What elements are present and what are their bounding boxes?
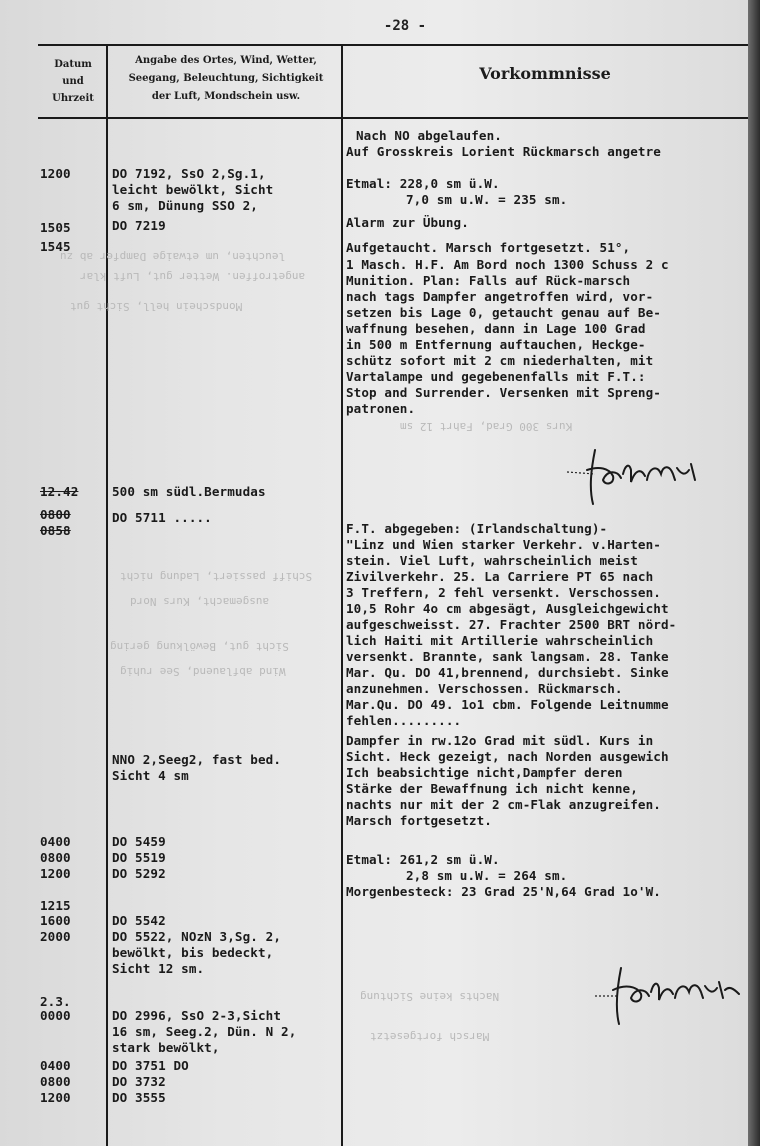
event-line: 3 Treffern, 2 fehl versenkt. Verschossen. — [346, 585, 661, 600]
event-line: Etmal: 228,0 sm ü.W. — [346, 176, 500, 191]
page-number: -28 - — [383, 18, 427, 34]
time-entry: 2000 — [40, 929, 71, 944]
bleed-through-text: Sicht gut, Bewölkung gering — [110, 640, 289, 653]
position-entry: leicht bewölkt, Sicht — [112, 182, 274, 197]
time-entry: 1200 — [40, 166, 71, 181]
signature-2 — [595, 960, 745, 1030]
time-entry: 1505 — [40, 220, 71, 235]
event-line: 10,5 Rohr 4o cm abgesägt, Ausgleichgewicht — [346, 601, 669, 616]
position-entry: DO 3555 — [112, 1090, 166, 1105]
header-date-line-2: und — [62, 76, 84, 87]
event-line: aufgeschweisst. 27. Frachter 2500 BRT nörd- — [346, 617, 677, 632]
event-line: Auf Grosskreis Lorient Rückmarsch angetre — [346, 144, 661, 159]
header-location — [110, 52, 342, 106]
event-line: lich Haiti mit Artillerie wahrscheinlich — [346, 633, 654, 648]
position-entry: DO 3751 DO — [112, 1058, 189, 1073]
position-entry: DO 2996, SsO 2-3,Sicht — [112, 1008, 282, 1023]
event-line: Zivilverkehr. 25. La Carriere PT 65 nach — [346, 569, 654, 584]
header-events: Vorkommnisse — [479, 64, 611, 83]
bleed-through-text: ausgemacht, Kurs Nord — [130, 595, 270, 608]
position-entry: DO 5459 — [112, 834, 166, 849]
header-location-line-2: Seegang, Beleuchtung, Sichtigkeit — [128, 73, 324, 84]
time-entry: 12.42 — [40, 484, 79, 499]
event-line: nach tags Dampfer angetroffen wird, vor- — [346, 289, 654, 304]
position-entry: 16 sm, Seeg.2, Dün. N 2, — [112, 1024, 297, 1039]
event-line: 7,0 sm u.W. = 235 sm. — [406, 192, 568, 207]
position-entry: NNO 2,Seeg2, fast bed. — [112, 752, 282, 767]
event-line: anzunehmen. Verschossen. Rückmarsch. — [346, 681, 623, 696]
position-entry: DO 5542 — [112, 913, 166, 928]
signature-1 — [565, 440, 705, 510]
event-line: Etmal: 261,2 sm ü.W. — [346, 852, 500, 867]
event-line: Alarm zur Übung. — [346, 215, 469, 230]
event-line: 2,8 sm u.W. = 264 sm. — [406, 868, 568, 883]
time-entry: 0858 — [40, 523, 71, 538]
position-entry: Sicht 4 sm — [112, 768, 189, 783]
position-entry: DO 5711 ..... — [112, 510, 212, 525]
time-entry: 1545 — [40, 239, 71, 254]
event-line: setzen bis Lage 0, getaucht genau auf Be- — [346, 305, 661, 320]
position-entry: 500 sm südl.Bermudas — [112, 484, 266, 499]
event-line: Mar.Qu. DO 49. 1o1 cbm. Folgende Leitnumme — [346, 697, 669, 712]
bleed-through-text: Nachts keine Sichtung — [360, 990, 500, 1003]
event-line: F.T. abgegeben: (Irlandschaltung)- — [346, 521, 608, 536]
bleed-through-text: leuchten, um etwaige Dampfer ab zu — [60, 250, 286, 263]
header-bottom-rule — [38, 117, 748, 119]
header-location-line-1: Angabe des Ortes, Wind, Wetter, — [135, 55, 317, 66]
position-entry: DO 5519 — [112, 850, 166, 865]
position-entry: DO 3732 — [112, 1074, 166, 1089]
event-line: Morgenbesteck: 23 Grad 25'N,64 Grad 1o'W. — [346, 884, 661, 899]
table-top-rule — [38, 44, 748, 46]
event-line: versenkt. Brannte, sank langsam. 28. Tanke — [346, 649, 669, 664]
event-line: Vartalampe und gegebenenfalls mit F.T.: — [346, 369, 646, 384]
position-entry: DO 7219 — [112, 218, 166, 233]
event-line: 1 Masch. H.F. Am Bord noch 1300 Schuss 2 c — [346, 257, 669, 272]
time-entry: 0800 — [40, 507, 71, 522]
event-line: Ich beabsichtige nicht,Dampfer deren — [346, 765, 623, 780]
position-entry: DO 7192, SsO 2,Sg.1, — [112, 166, 266, 181]
event-line: Dampfer in rw.12o Grad mit südl. Kurs in — [346, 733, 654, 748]
event-line: patronen. — [346, 401, 416, 416]
position-entry: DO 5522, NOzN 3,Sg. 2, — [112, 929, 282, 944]
time-entry: 1200 — [40, 1090, 71, 1105]
book-spine-shadow — [748, 0, 760, 1146]
position-entry: Sicht 12 sm. — [112, 961, 205, 976]
time-entry: 0400 — [40, 834, 71, 849]
time-entry: 0400 — [40, 1058, 71, 1073]
bleed-through-text: Schiff passiert, Ladung nicht — [120, 570, 313, 583]
date-entry: 2.3. — [40, 994, 71, 1009]
position-entry: bewölkt, bis bedeckt, — [112, 945, 274, 960]
bleed-through-text: Wind abflauend, See ruhig — [120, 665, 286, 678]
event-line: schütz sofort mit 2 cm niederhalten, mit — [346, 353, 654, 368]
event-line: Sicht. Heck gezeigt, nach Norden ausgewich — [346, 749, 669, 764]
event-line: Stärke der Bewaffnung ich nicht kenne, — [346, 781, 638, 796]
position-entry: DO 5292 — [112, 866, 166, 881]
event-line: Munition. Plan: Falls auf Rück-marsch — [346, 273, 631, 288]
event-line: Nach NO abgelaufen. — [356, 128, 502, 143]
column-rule-2 — [341, 44, 343, 1146]
bleed-through-text: Mondschein hell, Sicht gut — [70, 300, 243, 313]
time-entry: 1215 — [40, 898, 71, 913]
header-date-line-1: Datum — [54, 59, 92, 70]
time-entry: 0800 — [40, 1074, 71, 1089]
event-line: nachts nur mit der 2 cm-Flak anzugreifen. — [346, 797, 661, 812]
event-line: in 500 m Entfernung auftauchen, Heckge- — [346, 337, 646, 352]
position-entry: 6 sm, Dünung SSO 2, — [112, 198, 258, 213]
time-entry: 1200 — [40, 866, 71, 881]
event-line: stein. Viel Luft, wahrscheinlich meist — [346, 553, 638, 568]
bleed-through-text: angetroffen. Wetter gut, Luft klar — [80, 270, 306, 283]
time-entry: 1600 — [40, 913, 71, 928]
bleed-through-text: Marsch fortgesetzt — [370, 1030, 490, 1043]
event-line: waffnung besehen, dann in Lage 100 Grad — [346, 321, 646, 336]
event-line: fehlen......... — [346, 713, 462, 728]
header-location-line-3: der Luft, Mondschein usw. — [151, 91, 301, 102]
header-date-line-3: Uhrzeit — [52, 93, 94, 104]
event-line: Mar. Qu. DO 41,brennend, durchsiebt. Sinke — [346, 665, 669, 680]
event-line: Stop and Surrender. Versenken mit Spreng- — [346, 385, 661, 400]
position-entry: stark bewölkt, — [112, 1040, 220, 1055]
event-line: Marsch fortgesetzt. — [346, 813, 492, 828]
header-date-time — [40, 56, 106, 107]
bleed-through-text: Kurs 300 Grad, Fahrt 12 sm — [400, 420, 573, 433]
event-line: Aufgetaucht. Marsch fortgesetzt. 51°, — [346, 240, 631, 255]
event-line: "Linz und Wien starker Verkehr. v.Harten- — [346, 537, 661, 552]
column-rule-1 — [106, 44, 108, 1146]
time-entry: 0800 — [40, 850, 71, 865]
time-entry: 0000 — [40, 1008, 71, 1023]
